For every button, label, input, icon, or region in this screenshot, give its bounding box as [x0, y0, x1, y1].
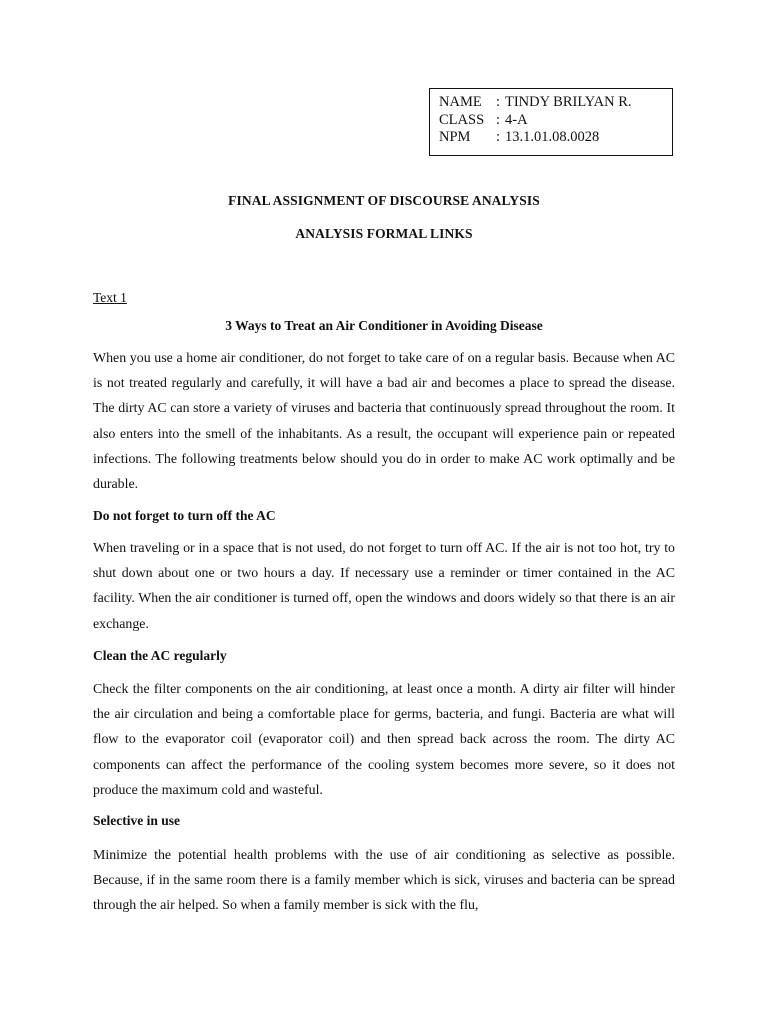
name-value: TINDY BRILYAN R. — [505, 94, 632, 110]
document-title: FINAL ASSIGNMENT OF DISCOURSE ANALYSIS — [228, 193, 540, 208]
document-subtitle: ANALYSIS FORMAL LINKS — [295, 226, 473, 241]
npm-value: 13.1.01.08.0028 — [505, 129, 600, 145]
npm-label: NPM — [439, 129, 471, 145]
class-label: CLASS — [439, 111, 485, 128]
name-label: NAME — [439, 94, 482, 110]
text-number-label: Text 1 — [93, 290, 127, 305]
section-heading: Clean the AC regularly — [93, 648, 227, 663]
class-value: 4-A — [505, 111, 528, 128]
class-separator: : — [496, 111, 501, 128]
section-paragraph: Minimize the potential health problems with the use of air conditioning as selective as possible. Because, if in the same room there is a family member which is sick, viruses and bacteria can be spread through the air helped. So when a family member is sick with the flu, — [93, 848, 675, 914]
section-heading: Do not forget to turn off the AC — [93, 508, 276, 523]
section-paragraph: Check the filter components on the air conditioning, at least once a month. A dirty air filter will hinder the air circulation and being a comfortable place for germs, bacteria, and fungi. Bacteria are what will flow to the evaporator coil (evaporator coil) and then spread back across the room. The dirty AC components can affect the performance of the cooling system becomes more severe, so it does not produce the maximum cold and wasteful. — [93, 682, 675, 798]
npm-separator: : — [496, 129, 501, 145]
student-name-row — [439, 94, 672, 112]
intro-paragraph: When you use a home air conditioner, do not forget to take care of on a regular basis. Because when AC is not treated regularly and carefully, it will have a bad air and becomes a place to spread the disease. The dirty AC can store a variety of viruses and bacteria that continuously spread throughout the room. It also enters into the smell of the inhabitants. As a result, the occupant will experience pain or repeated infections. The following treatments below should you do in order to make AC work optimally and be durable. — [93, 351, 675, 493]
student-class-row — [439, 112, 672, 130]
student-npm-row — [439, 129, 672, 147]
student-info-box — [429, 88, 673, 156]
section-paragraph: When traveling or in a space that is not used, do not forget to turn off AC. If the air is not too hot, try to shut down about one or two hours a day. If necessary use a reminder or timer contained in the AC facility. When the air conditioner is turned off, open the windows and doors widely so that there is an air exchange. — [93, 541, 675, 632]
name-separator: : — [496, 94, 501, 110]
section-heading: Selective in use — [93, 813, 180, 828]
article-title: 3 Ways to Treat an Air Conditioner in Avoiding Disease — [225, 318, 543, 333]
